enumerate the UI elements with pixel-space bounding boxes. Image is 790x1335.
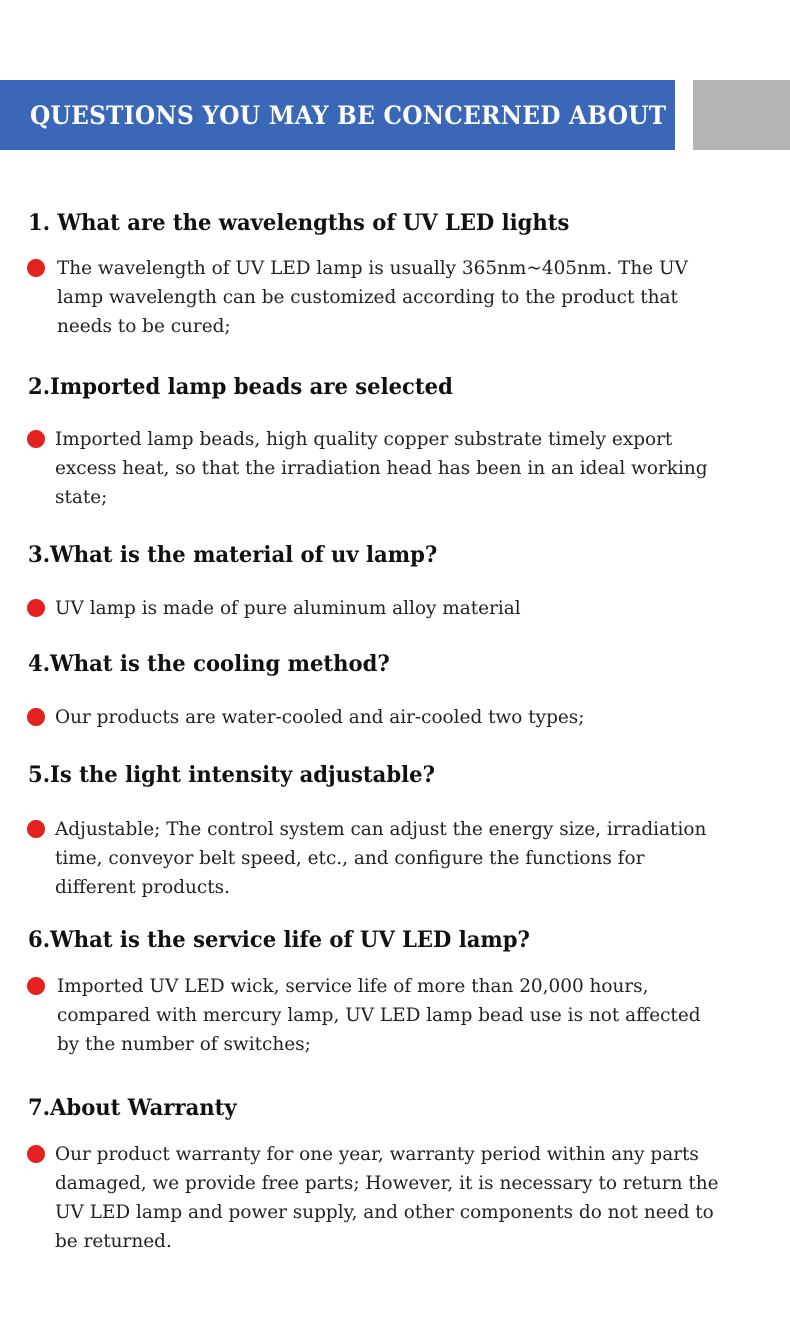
faq-answer-5: Adjustable; The control system can adjust the energy size, irradiation time, conveyor belt speed, etc., and configure the functions for different products. <box>55 818 707 898</box>
bullet-icon <box>27 708 45 726</box>
faq-answer-7: Our product warranty for one year, warranty period within any parts damaged, we provide free parts; However, it is necessary to return the UV LED lamp and power supply, and other components do not need to be returned. <box>55 1143 719 1252</box>
faq-question-3: 3.What is the material of uv lamp? <box>28 542 438 568</box>
faq-answer-6: Imported UV LED wick, service life of more than 20,000 hours, compared with mercury lamp, UV LED lamp bead use is not affected by the number of switches; <box>57 975 701 1055</box>
faq-question-1: 1. What are the wavelengths of UV LED lights <box>28 210 570 236</box>
faq-answer-2: Imported lamp beads, high quality copper substrate timely export excess heat, so that the irradiation head has been in an ideal working state; <box>55 428 708 508</box>
bullet-icon <box>27 1145 45 1163</box>
bullet-icon <box>27 820 45 838</box>
faq-question-4: 4.What is the cooling method? <box>28 651 390 677</box>
faq-question-2: 2.Imported lamp beads are selected <box>28 374 453 400</box>
bullet-icon <box>27 977 45 995</box>
faq-answer-3: UV lamp is made of pure aluminum alloy material <box>55 597 521 619</box>
faq-question-5: 5.Is the light intensity adjustable? <box>28 762 435 788</box>
faq-answer-4: Our products are water-cooled and air-cooled two types; <box>55 706 585 728</box>
bullet-icon <box>27 599 45 617</box>
faq-answer-1: The wavelength of UV LED lamp is usually 365nm~405nm. The UV lamp wavelength can be customized according to the product that needs to be cured; <box>57 257 688 337</box>
decorative-side-block <box>693 80 790 150</box>
faq-question-6: 6.What is the service life of UV LED lamp? <box>28 927 530 953</box>
header-banner <box>0 80 675 150</box>
faq-question-7: 7.About Warranty <box>28 1095 237 1121</box>
page-title: QUESTIONS YOU MAY BE CONCERNED ABOUT <box>30 100 667 130</box>
bullet-icon <box>27 259 45 277</box>
bullet-icon <box>27 430 45 448</box>
